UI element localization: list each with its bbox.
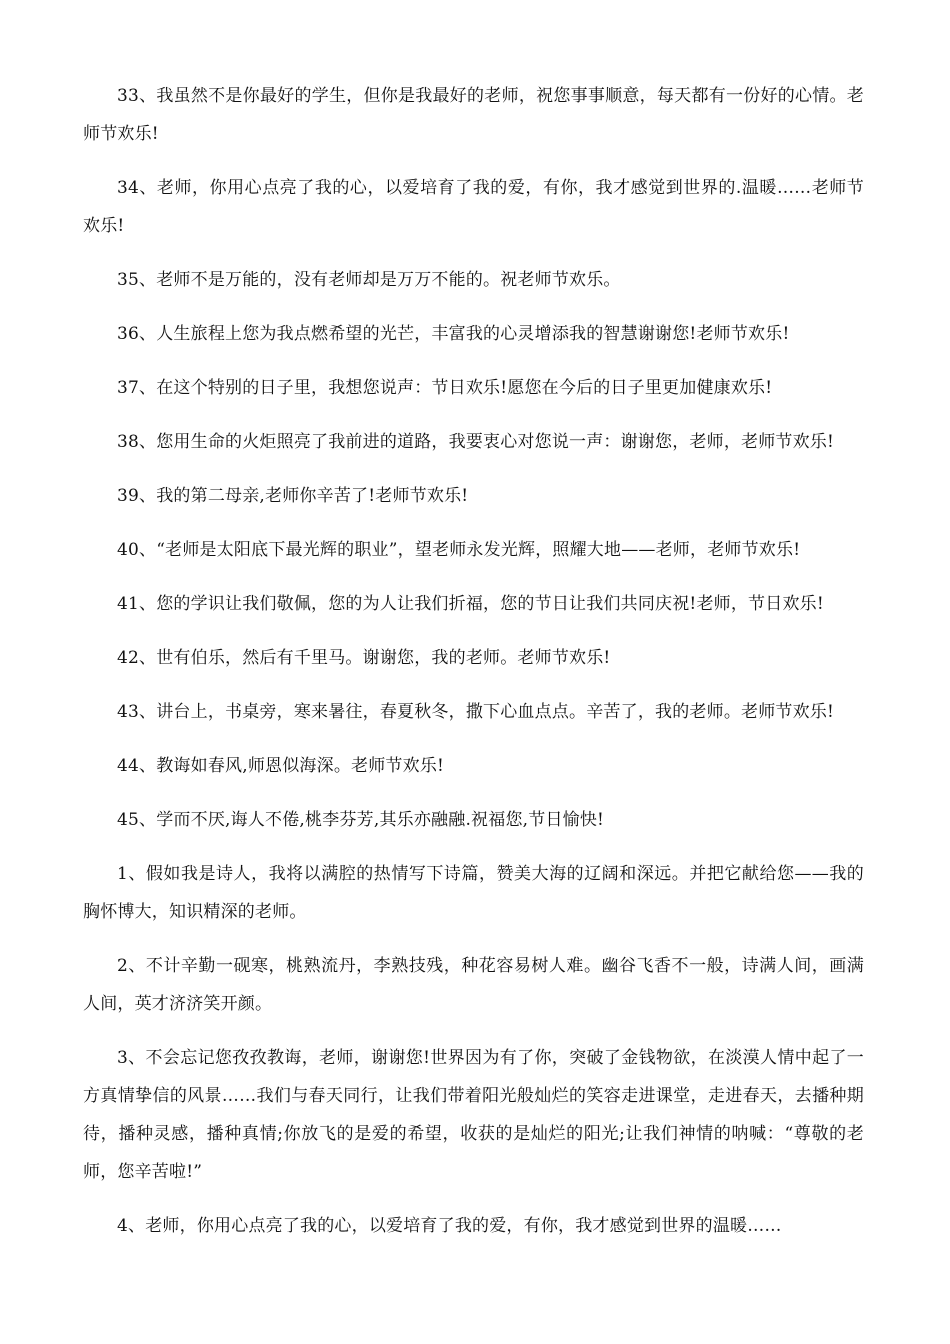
paragraph-44: 44、教诲如春风,师恩似海深。老师节欢乐! [117, 756, 445, 776]
paragraph-39: 39、我的第二母亲,老师你辛苦了!老师节欢乐! [117, 486, 469, 506]
paragraph-40: 40、“老师是太阳底下最光辉的职业”，望老师永发光辉，照耀大地——老师，老师节欢乐! [117, 540, 801, 560]
paragraph-38: 38、您用生命的火炬照亮了我前进的道路，我要衷心对您说一声：谢谢您，老师，老师节欢乐! [117, 432, 835, 452]
paragraph-34: 34、老师，你用心点亮了我的心，以爱培育了我的爱，有你，我才感觉到世界的.温暖……老师节欢乐! [83, 178, 864, 236]
document-body [83, 77, 864, 1261]
paragraph-2: 2、不计辛勤一砚寒，桃熟流丹，李熟技残，种花容易树人难。幽谷飞香不一般，诗满人间，画满人间，英才济济笑开颜。 [83, 956, 864, 1014]
paragraph-33: 33、我虽然不是你最好的学生，但你是我最好的老师，祝您事事顺意，每天都有一份好的心情。老师节欢乐! [83, 86, 864, 144]
paragraph-43: 43、讲台上，书桌旁，寒来暑往，春夏秋冬，撒下心血点点。辛苦了，我的老师。老师节欢乐! [117, 702, 835, 722]
paragraph-37: 37、在这个特别的日子里，我想您说声：节日欢乐!愿您在今后的日子里更加健康欢乐! [117, 378, 773, 398]
paragraph-4: 4、老师，你用心点亮了我的心，以爱培育了我的爱，有你，我才感觉到世界的温暖…… [117, 1216, 782, 1236]
paragraph-35: 35、老师不是万能的，没有老师却是万万不能的。祝老师节欢乐。 [117, 270, 621, 290]
paragraph-36: 36、人生旅程上您为我点燃希望的光芒，丰富我的心灵增添我的智慧谢谢您!老师节欢乐! [117, 324, 790, 344]
paragraph-42: 42、世有伯乐，然后有千里马。谢谢您，我的老师。老师节欢乐! [117, 648, 611, 668]
paragraph-3: 3、不会忘记您孜孜教诲，老师，谢谢您!世界因为有了你，突破了金钱物欲，在淡漠人情中起了一方真情挚信的风景……我们与春天同行，让我们带着阳光般灿烂的笑容走进课堂，走进春天，去播种期待，播种灵感，播种真情;你放飞的是爱的希望，收获的是灿烂的阳光;让我们神情的呐喊：“尊敬的老师，您辛苦啦!” [83, 1048, 864, 1182]
paragraph-45: 45、学而不厌,诲人不倦,桃李芬芳,其乐亦融融.祝福您,节日愉快! [117, 810, 605, 830]
paragraph-41: 41、您的学识让我们敬佩，您的为人让我们折福，您的节日让我们共同庆祝!老师，节日欢乐! [117, 594, 824, 614]
paragraph-1: 1、假如我是诗人，我将以满腔的热情写下诗篇，赞美大海的辽阔和深远。并把它献给您——我的胸怀博大，知识精深的老师。 [83, 864, 864, 922]
